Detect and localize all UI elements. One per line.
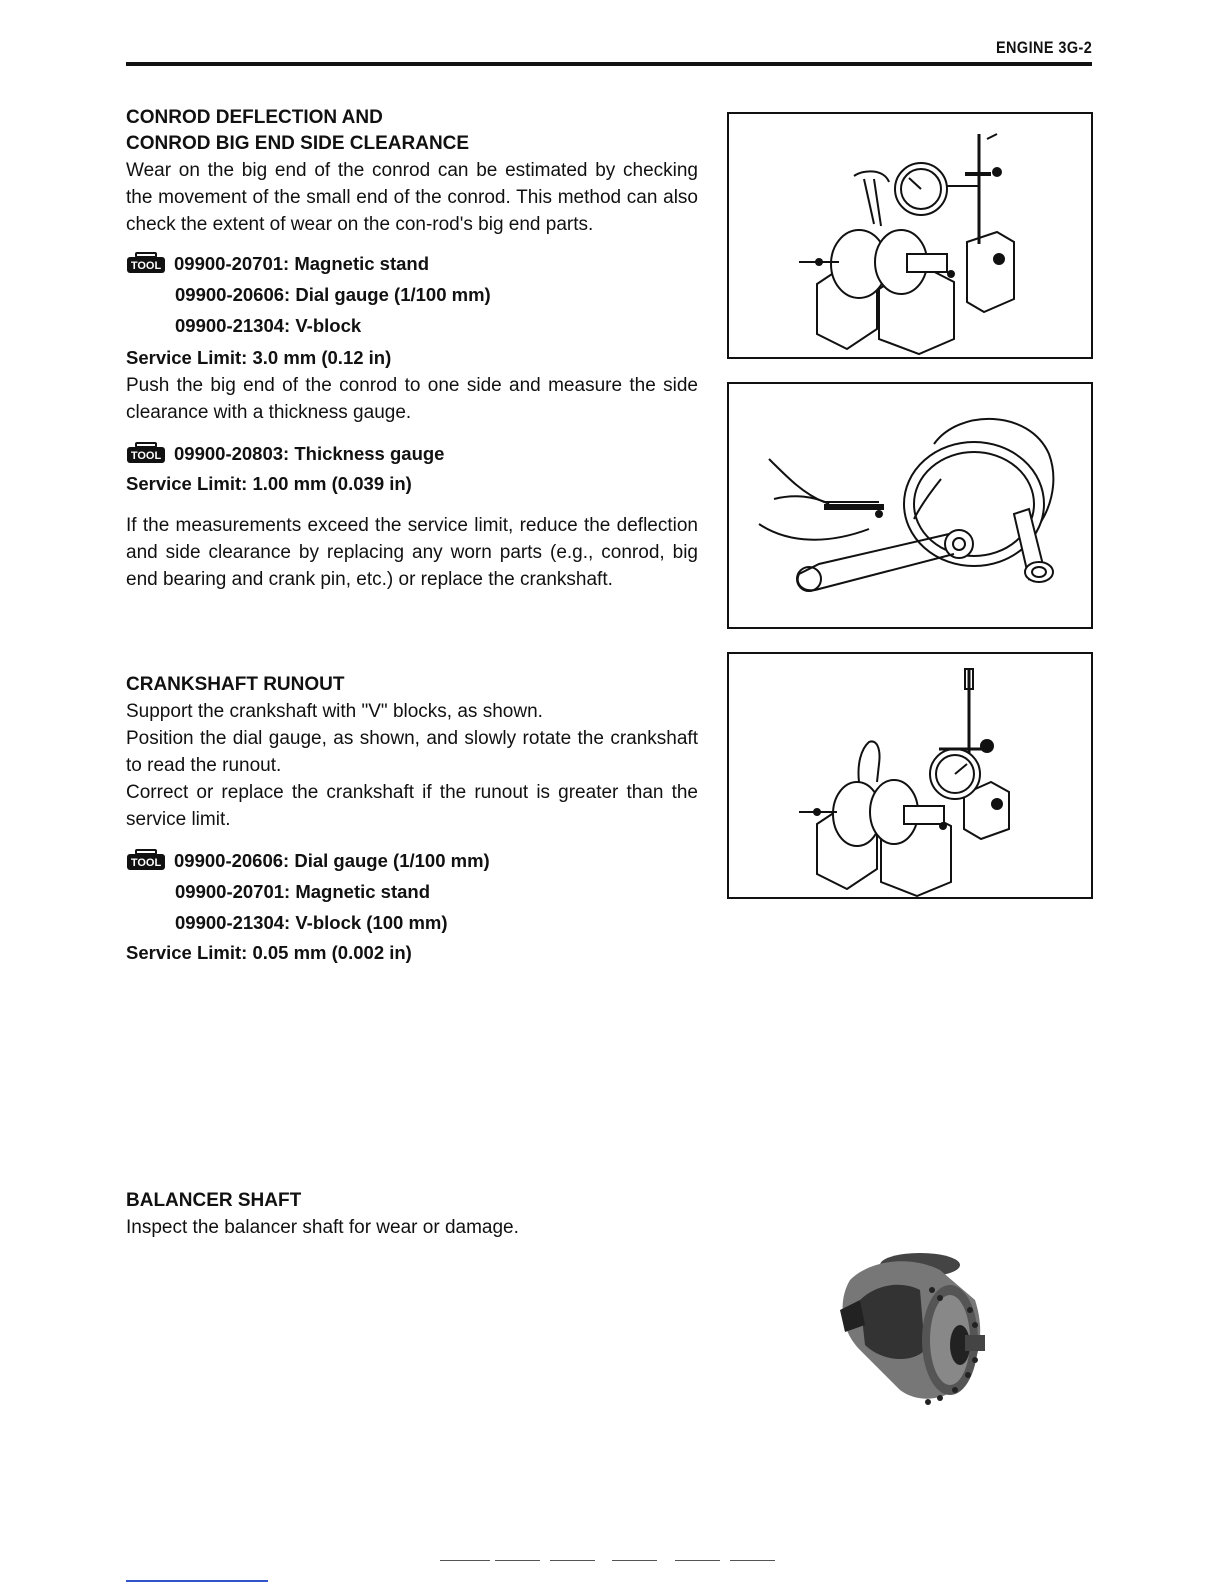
figure-conrod-deflection	[727, 112, 1093, 359]
runout-line-2: Position the dial gauge, as shown, and slowly rotate the crankshaft to read the runout.	[126, 728, 698, 776]
conrod-deflection-illustration	[729, 114, 1091, 357]
tool-line: 09900-21304: V-block (100 mm)	[175, 912, 448, 933]
tool-line: 09900-20701: Magnetic stand	[175, 881, 431, 902]
figure-thickness-gauge	[727, 382, 1093, 629]
balancer-shaft-illustration	[800, 1240, 1030, 1420]
svg-text:TOOL: TOOL	[130, 857, 162, 869]
balancer-heading: BALANCER SHAFT	[126, 1190, 302, 1211]
push-text: Push the big end of the conrod to one side and measure the side clearance with a thickness gauge.	[126, 375, 698, 423]
thickness-gauge-illustration	[729, 384, 1091, 627]
tool-text: 09900-20701: Magnetic stand	[174, 253, 430, 274]
conrod-heading-2: CONROD BIG END SIDE CLEARANCE	[126, 133, 470, 154]
conrod-section	[126, 105, 698, 593]
runout-section	[126, 672, 698, 967]
crankshaft-runout-illustration	[729, 654, 1091, 897]
tool-icon	[126, 252, 166, 274]
runout-line-3: Correct or replace the crankshaft if the runout is greater than the service limit.	[126, 782, 698, 830]
exceed-text: If the measurements exceed the service limit, reduce the deflection and side clearance by replacing any worn parts (e.g., conrod, big end bearing and crank pin, etc.) or replace the crankshaft.	[126, 515, 698, 590]
tool-text: 09900-20606: Dial gauge (1/100 mm)	[174, 850, 490, 871]
footer-link-rule	[126, 1580, 268, 1582]
footer-dash	[550, 1560, 595, 1561]
footer-dash	[495, 1560, 540, 1561]
footer-dash	[612, 1560, 657, 1561]
svg-text:TOOL: TOOL	[130, 450, 162, 462]
tool-line: 09900-20606: Dial gauge (1/100 mm)	[175, 284, 491, 305]
runout-line-1: Support the crankshaft with "V" blocks, as shown.	[126, 701, 543, 722]
service-limit: Service Limit: 0.05 mm (0.002 in)	[126, 942, 412, 963]
balancer-text: Inspect the balancer shaft for wear or damage.	[126, 1217, 519, 1238]
figure-balancer-shaft	[800, 1240, 1030, 1420]
footer-dash	[730, 1560, 775, 1561]
runout-heading: CRANKSHAFT RUNOUT	[126, 674, 345, 695]
footer-dash	[675, 1560, 720, 1561]
conrod-tool-list	[126, 248, 698, 341]
conrod-intro: Wear on the big end of the conrod can be estimated by checking the movement of the small end of the conrod. This method can also check the extent of wear on the con-rod's big end parts.	[126, 160, 698, 235]
conrod-heading-1: CONROD DEFLECTION AND	[126, 107, 383, 128]
figure-crankshaft-runout	[727, 652, 1093, 899]
footer-dash	[440, 1560, 490, 1561]
balancer-section	[126, 1188, 698, 1241]
tool-icon	[126, 442, 166, 464]
runout-tool-list	[126, 845, 698, 938]
tool-line: 09900-21304: V-block	[175, 315, 362, 336]
tool-icon	[126, 849, 166, 871]
header-rule	[126, 62, 1092, 66]
tool-line	[126, 438, 698, 469]
tool-text: 09900-20803: Thickness gauge	[174, 443, 445, 464]
service-limit: Service Limit: 1.00 mm (0.039 in)	[126, 473, 412, 494]
service-limit: Service Limit: 3.0 mm (0.12 in)	[126, 347, 392, 368]
page-header-label: ENGINE 3G-2	[995, 38, 1092, 57]
thickness-tool	[126, 438, 698, 469]
tool-line	[126, 248, 698, 279]
tool-line	[126, 845, 698, 876]
svg-text:TOOL: TOOL	[130, 260, 162, 272]
